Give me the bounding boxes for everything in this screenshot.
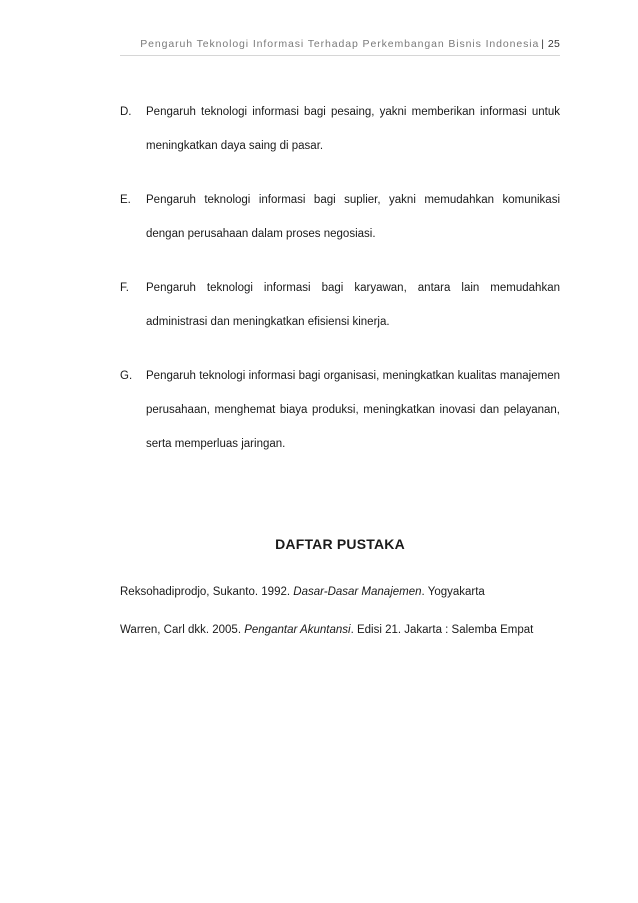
header-title: Pengaruh Teknologi Informasi Terhadap Perkembangan Bisnis Indonesia [140,38,540,50]
item-letter: F. [120,282,129,294]
item-text: Pengaruh teknologi informasi bagi suplier, yakni memudahkan komunikasi dengan perusahaan dalam proses negosiasi. [146,194,560,240]
reference-author-year: Warren, Carl dkk. 2005. [120,624,245,636]
reference-book-title: Pengantar Akuntansi [244,624,351,636]
list-item [120,271,560,339]
header-divider [120,55,560,56]
item-letter: D. [120,106,132,118]
item-text: Pengaruh teknologi informasi bagi karyawan, antara lain memudahkan administrasi dan meningkatkan efisiensi kinerja. [146,282,560,328]
reference-entry [120,622,580,638]
list-item [120,359,560,461]
header-separator: | [541,38,545,50]
bibliography-title: DAFTAR PUSTAKA [275,536,405,552]
reference-book-title: Dasar-Dasar Manajemen [293,586,422,598]
running-header [118,38,560,50]
item-letter: E. [120,194,131,206]
reference-publisher: . Edisi 21. Jakarta : Salemba Empat [350,624,534,636]
list-item [120,95,560,163]
item-letter: G. [120,370,133,382]
reference-author-year: Reksohadiprodjo, Sukanto. 1992. [120,586,294,598]
list-item [120,183,560,251]
item-text: Pengaruh teknologi informasi bagi pesaing, yakni memberikan informasi untuk meningkatkan daya saing di pasar. [146,106,560,152]
page-number: 25 [547,38,560,50]
reference-publisher: . Yogyakarta [421,586,485,598]
reference-entry [120,584,580,600]
item-list [120,95,560,481]
reference-list [120,584,580,660]
item-text: Pengaruh teknologi informasi bagi organisasi, meningkatkan kualitas manajemen perusahaan, menghemat biaya produksi, meningkatkan inovasi dan pelayanan, serta memperluas jaringan. [146,370,560,450]
